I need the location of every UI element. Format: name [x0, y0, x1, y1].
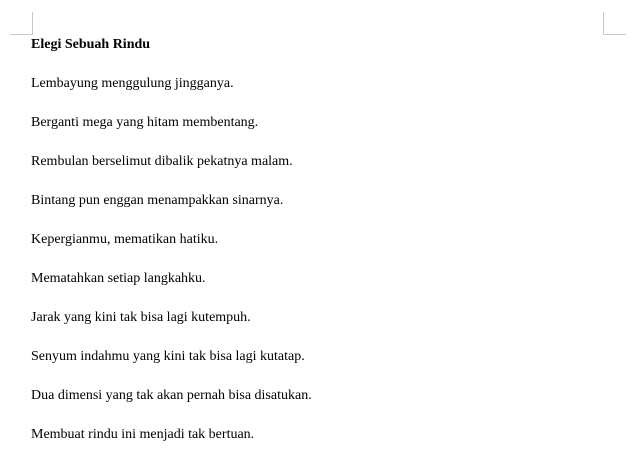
- poem-line: Rembulan berselimut dibalik pekatnya malam.: [31, 154, 293, 169]
- poem-title: Elegi Sebuah Rindu: [31, 37, 151, 52]
- top-right-margin-mark: [603, 12, 626, 35]
- poem-line: Berganti mega yang hitam membentang.: [31, 115, 259, 130]
- poem-line: Jarak yang kini tak bisa lagi kutempuh.: [31, 310, 251, 325]
- poem-line: Kepergianmu, mematikan hatiku.: [31, 232, 219, 247]
- document-body[interactable]: [31, 36, 621, 443]
- poem-line: Lembayung menggulung jingganya.: [31, 76, 234, 91]
- top-left-margin-mark: [10, 12, 33, 35]
- poem-line: Senyum indahmu yang kini tak bisa lagi kutatap.: [31, 349, 305, 364]
- poem-line: Mematahkan setiap langkahku.: [31, 271, 206, 286]
- poem-line: Bintang pun enggan menampakkan sinarnya.: [31, 193, 284, 208]
- poem-line: Dua dimensi yang tak akan pernah bisa disatukan.: [31, 388, 312, 403]
- poem-line: Membuat rindu ini menjadi tak bertuan.: [31, 427, 255, 442]
